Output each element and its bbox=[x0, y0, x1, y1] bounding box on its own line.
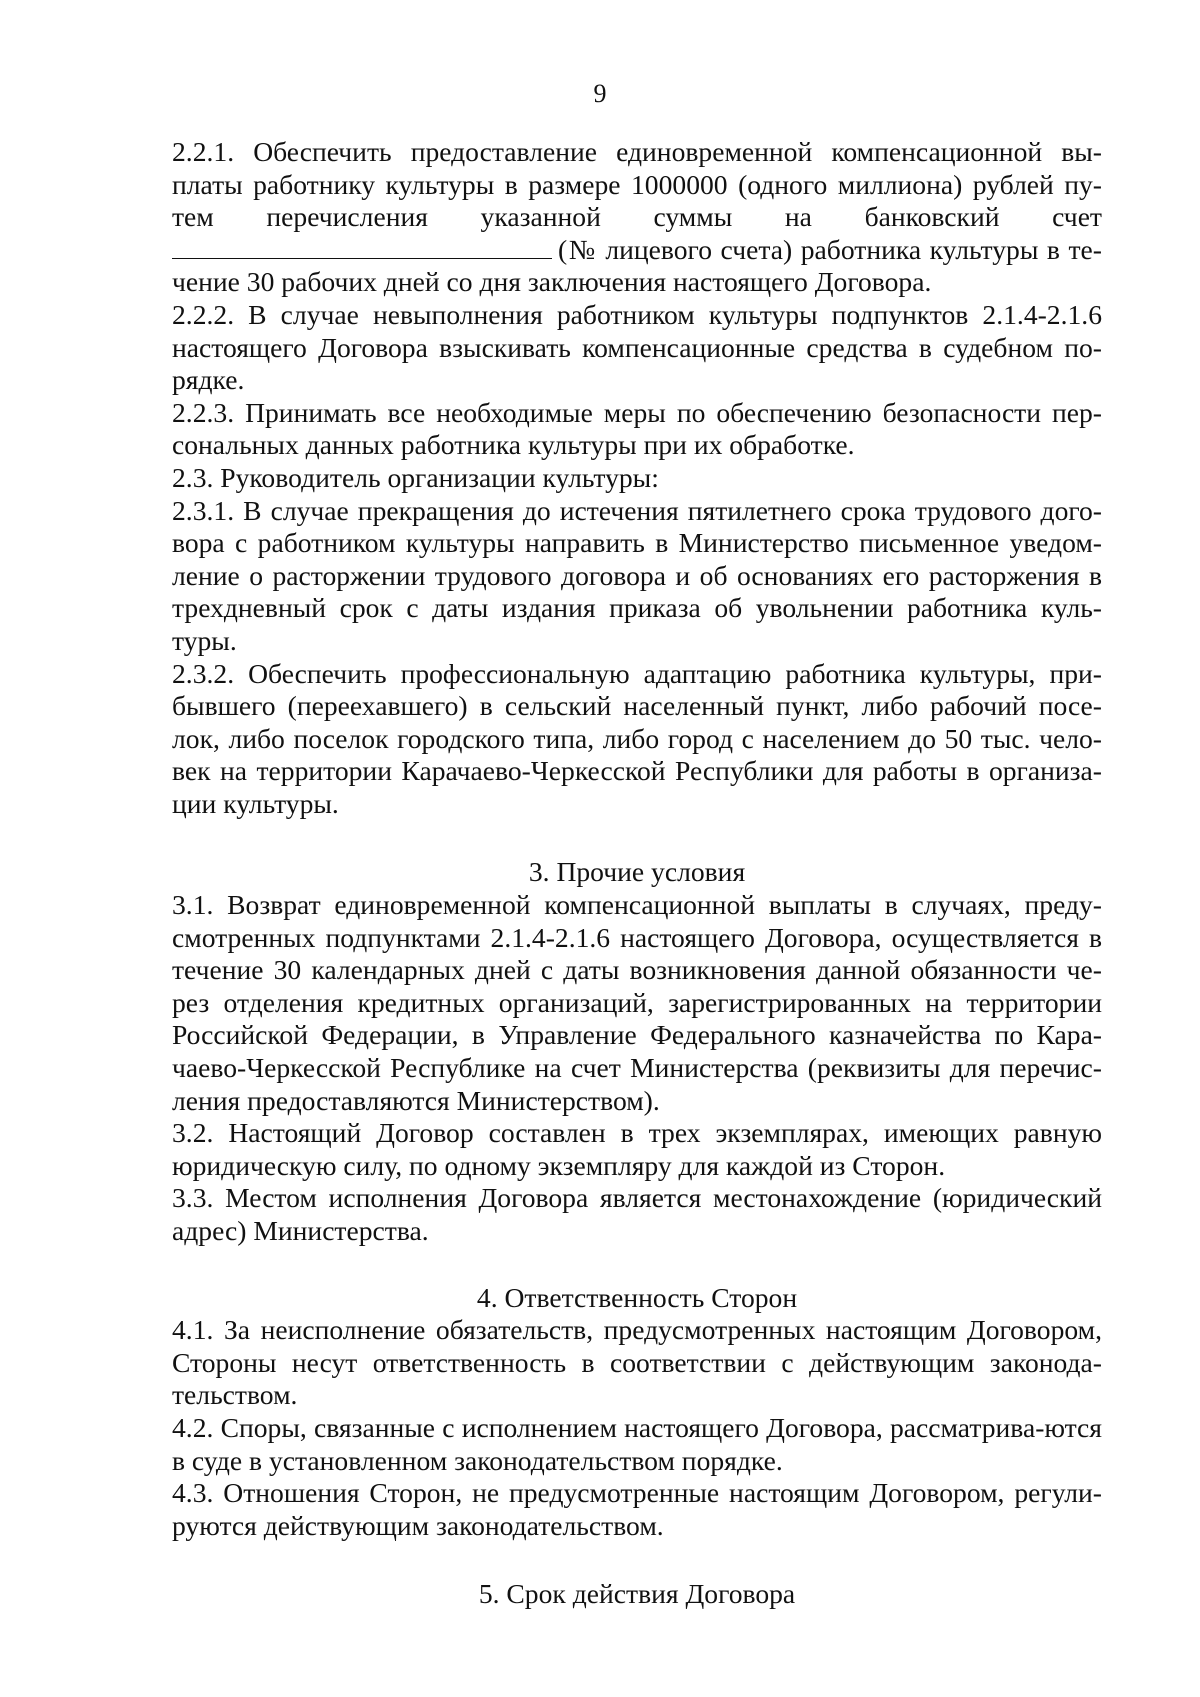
paragraph-3-2: 3.2. Настоящий Договор составлен в трех экземплярах, имеющих равную юридическую силу, по одному экземпляру для каждой из Сторон. bbox=[172, 1117, 1102, 1181]
paragraph-3-1: 3.1. Возврат единовременной компенсационной выплаты в случаях, преду-смотренных подпунктами 2.1.4-2.1.6 настоящего Договора, осуществляется в течение 30 календарных дней с даты возникновения данной обязанности че-рез отделения кредитных организаций, зарегистрированных на территории Российской Федерации, в Управление Федерального казначейства по Кара-чаево-Черкесской Республике на счет Министерства (реквизиты для перечис-ления предоставляются Министерством). bbox=[172, 889, 1102, 1116]
paragraph-2-2-3: 2.2.3. Принимать все необходимые меры по обеспечению безопасности пер-сональных данных работника культуры при их обработке. bbox=[172, 396, 1102, 461]
paragraph-2-2-1-line-2: платы работнику культуры в размере 1000000 (одного миллиона) рублей пу- bbox=[172, 168, 1102, 200]
paragraph-2-2-1-line-3: тем перечисления указанной суммы на банковский счет bbox=[172, 201, 1102, 233]
document-body bbox=[172, 136, 1102, 1611]
paragraph-2-2-1-line-1: 2.2.1. Обеспечить предоставление единовременной компенсационной вы- bbox=[172, 136, 1102, 167]
paragraph-4-2: 4.2. Споры, связанные с исполнением настоящего Договора, рассматрива-ются в суде в установленном законодательством порядке. bbox=[172, 1411, 1102, 1476]
paragraph-2-2-1-line-4-text: (№ лицевого счета) работника культуры в те- bbox=[558, 233, 1102, 265]
paragraph-4-1: 4.1. За неисполнение обязательств, предусмотренных настоящим Договором, Стороны несут ответственность в соответствии с действующим законода-тельством. bbox=[172, 1314, 1102, 1411]
paragraph-2-3-2: 2.3.2. Обеспечить профессиональную адаптацию работника культуры, при-бывшего (переехавшего) в сельский населенный пункт, либо рабочий посе-лок, либо поселок городского типа, либо город с населением до 50 тыс. чело-век на территории Карачаево-Черкесской Республики для работы в организа-ции культуры. bbox=[172, 657, 1102, 819]
paragraph-2-3-1: 2.3.1. В случае прекращения до истечения пятилетнего срока трудового дого-вора с работником культуры направить в Министерство письменное уведом-ление о расторжении трудового договора и об основаниях его расторжения в трехдневный срок с даты издания приказа об увольнении работника куль-туры. bbox=[172, 494, 1102, 656]
paragraph-4-3: 4.3. Отношения Сторон, не предусмотренные настоящим Договором, регули-руются действующим законодательством. bbox=[172, 1477, 1102, 1541]
paragraph-2-2-1-line-4 bbox=[172, 234, 1102, 267]
page-number: 9 bbox=[593, 79, 607, 108]
paragraph-3-3: 3.3. Местом исполнения Договора является местонахождение (юридический адрес) Министерства. bbox=[172, 1182, 1102, 1246]
section-heading-5: 5. Срок действия Договора bbox=[478, 1578, 796, 1610]
account-number-blank-line bbox=[172, 238, 552, 259]
section-heading-4: 4. Ответственность Сторон bbox=[476, 1281, 798, 1313]
paragraph-2-2-1-line-5: чение 30 рабочих дней со дня заключения настоящего Договора. bbox=[172, 266, 932, 298]
paragraph-2-2-2: 2.2.2. В случае невыполнения работником культуры подпунктов 2.1.4-2.1.6 настоящего Договора взыскивать компенсационные средства в судебном по-рядке. bbox=[172, 298, 1102, 396]
paragraph-2-2-1 bbox=[172, 136, 1102, 299]
paragraph-2-3: 2.3. Руководитель организации культуры: bbox=[172, 461, 659, 493]
section-heading-3: 3. Прочие условия bbox=[528, 856, 746, 888]
